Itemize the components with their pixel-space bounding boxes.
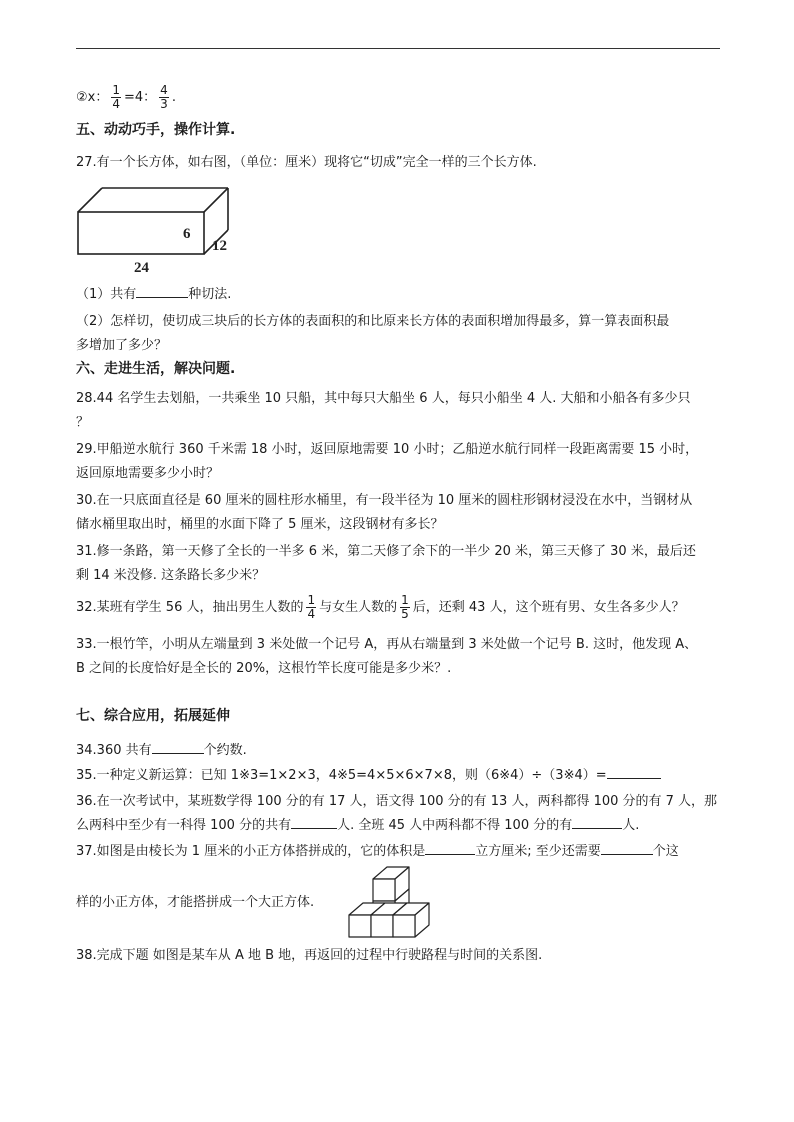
item-middle: =4：	[124, 90, 157, 105]
dim-height-label: 6	[183, 226, 191, 242]
section-6-title: 六、走进生活，解决问题.	[76, 361, 236, 377]
section-7-title: 七、综合应用，拓展延伸	[76, 708, 230, 724]
item-end: .	[171, 90, 176, 105]
dim-depth-label: 12	[212, 238, 227, 254]
cube-stack-figure	[341, 863, 437, 945]
fraction-four-thirds	[159, 84, 169, 111]
question-30-line1: 30.在一只底面直径是 60 厘米的圆柱形水桶里，有一段半径为 10 厘米的圆柱形钢材浸没在水中，当钢材从	[76, 493, 693, 508]
question-30-line2: 储水桶里取出时，桶里的水面下降了 5 厘米，这段钢材有多长？	[76, 517, 444, 532]
question-34	[76, 738, 724, 764]
answer-blank[interactable]	[572, 814, 622, 829]
q34-text-a: 34.360 共有	[76, 743, 152, 758]
fraction-denominator: 5	[401, 607, 409, 621]
q35-text: 35.一种定义新运算：已知 1※3=1×2×3，4※5=4×5×6×7×8，则（6※4）÷（3※4）=	[76, 768, 607, 783]
answer-blank[interactable]	[136, 283, 188, 298]
question-36-line1: 36.在一次考试中，某班数学得 100 分的有 17 人，语文得 100 分的有 13 人，两科都得 100 分的有 7 人，那	[76, 794, 718, 809]
question-27-2-line2: 多增加了多少？	[76, 338, 168, 353]
question-31-line1: 31.修一条路，第一天修了全长的一半多 6 米，第二天修了余下的一半少 20 米，第三天修了 30 米，最后还	[76, 544, 696, 559]
q34-text-b: 个约数.	[203, 743, 247, 758]
q32-text-c: 后，还剩 43 人，这个班有男、女生各多少人？	[412, 600, 685, 615]
question-32	[76, 594, 724, 621]
fraction-one-quarter	[306, 594, 316, 621]
question-37-line1	[76, 839, 724, 865]
item-prefix: ②x：	[76, 90, 109, 105]
question-36-line2	[76, 813, 724, 839]
q37-text-a: 37.如图是由棱长为 1 厘米的小正方体搭拼成的，它的体积是	[76, 844, 426, 859]
q36-text-d: 人.	[622, 818, 640, 833]
dim-length-label: 24	[134, 260, 149, 276]
answer-blank[interactable]	[601, 840, 653, 855]
question-33-line2: B 之间的长度恰好是全长的 20%，这根竹竿长度可能是多少米？.	[76, 661, 452, 676]
header-rule	[76, 48, 720, 49]
cuboid-figure	[76, 182, 246, 280]
question-27-2-line1: （2）怎样切，使切成三块后的长方体的表面积的和比原来长方体的表面积增加得最多，算一算表面积最	[76, 314, 670, 329]
question-27-1	[76, 282, 724, 308]
q36-text-c: 人. 全班 45 人中两科都不得 100 分的有	[337, 818, 573, 833]
answer-blank[interactable]	[291, 814, 337, 829]
fraction-numerator: 1	[112, 83, 120, 97]
section-5-title: 五、动动巧手，操作计算.	[76, 122, 236, 138]
fraction-denominator: 4	[112, 97, 120, 111]
q36-text-b: 么两科中至少有一科得 100 分的共有	[76, 818, 292, 833]
question-38: 38.完成下题 如图是某车从 A 地 B 地，再返回的过程中行驶路程与时间的关系图.	[76, 948, 543, 963]
question-28-line2: ？	[76, 415, 90, 430]
fraction-numerator: 4	[160, 83, 168, 97]
q37-text-c: 个这	[652, 844, 679, 859]
fraction-numerator: 1	[307, 593, 316, 607]
question-27: 27.有一个长方体，如右图，（单位：厘米）现将它“切成”完全一样的三个长方体.	[76, 155, 537, 170]
q37-text-b: 立方厘米; 至少还需要	[475, 844, 601, 859]
answer-blank[interactable]	[607, 764, 661, 779]
question-29-line1: 29.甲船逆水航行 360 千米需 18 小时，返回原地需要 10 小时；乙船逆水航行同样一段距离需要 15 小时，	[76, 442, 699, 457]
answer-blank[interactable]	[425, 840, 475, 855]
q27-1-text-b: 种切法.	[188, 287, 232, 302]
q27-1-text-a: （1）共有	[76, 287, 137, 302]
q32-text-b: 与女生人数的	[319, 600, 398, 615]
fraction-one-quarter	[111, 84, 121, 111]
fraction-denominator: 4	[307, 607, 316, 621]
question-37-line2: 样的小正方体，才能搭拼成一个大正方体.	[76, 895, 315, 910]
fraction-denominator: 3	[160, 97, 168, 111]
proportion-item	[76, 84, 724, 111]
answer-blank[interactable]	[152, 739, 204, 754]
question-33-line1: 33.一根竹竿，小明从左端量到 3 米处做一个记号 A，再从右端量到 3 米处做一个记号 B. 这时，他发现 A、	[76, 637, 698, 652]
question-29-line2: 返回原地需要多少小时？	[76, 466, 220, 481]
q32-text-a: 32.某班有学生 56 人，抽出男生人数的	[76, 600, 304, 615]
fraction-one-fifth	[400, 594, 410, 621]
question-31-line2: 剩 14 米没修. 这条路长多少米？	[76, 568, 266, 583]
question-28-line1: 28.44 名学生去划船，一共乘坐 10 只船，其中每只大船坐 6 人，每只小船坐 4 人. 大船和小船各有多少只	[76, 391, 691, 406]
fraction-numerator: 1	[401, 593, 409, 607]
question-35	[76, 763, 724, 789]
